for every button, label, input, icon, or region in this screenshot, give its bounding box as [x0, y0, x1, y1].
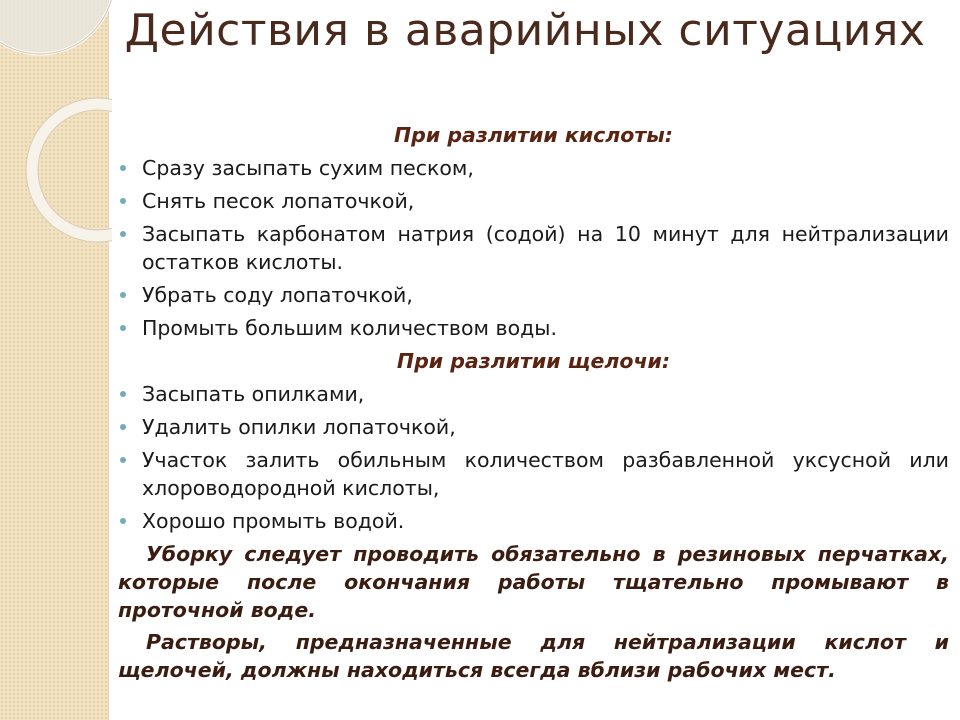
neutralizer-note: Растворы, предназначенные для нейтрализации кислот и щелочей, должны находиться всегда вблизи рабочих мест. [118, 630, 949, 682]
decorative-circles [0, 0, 112, 250]
list-item: Сразу засыпать сухим песком, [118, 154, 949, 182]
list-item: Засыпать карбонатом натрия (содой) на 10 минут для нейтрализации остатков кислоты. [118, 220, 949, 276]
list-item: Засыпать опилками, [118, 380, 949, 408]
list-item: Снять песок лопаточкой, [118, 187, 949, 215]
alkali-spill-heading: При разлитии щелочи: [396, 349, 671, 373]
slide-content [118, 121, 949, 688]
list-item: Участок залить обильным количеством разбавленной уксусной или хлороводородной кислоты, [118, 446, 949, 502]
list-item: Удалить опилки лопаточкой, [118, 413, 949, 441]
list-item: Хорошо промыть водой. [118, 507, 949, 535]
gloves-note: Уборку следует проводить обязательно в резиновых перчатках, которые после окончания работы тщательно промывают в проточной воде. [118, 542, 949, 622]
list-item: Убрать соду лопаточкой, [118, 281, 949, 309]
acid-spill-heading: При разлитии кислоты: [393, 123, 674, 147]
list-item: Промыть большим количеством воды. [118, 314, 949, 342]
slide-title: Действия в аварийных ситуациях [124, 5, 926, 56]
